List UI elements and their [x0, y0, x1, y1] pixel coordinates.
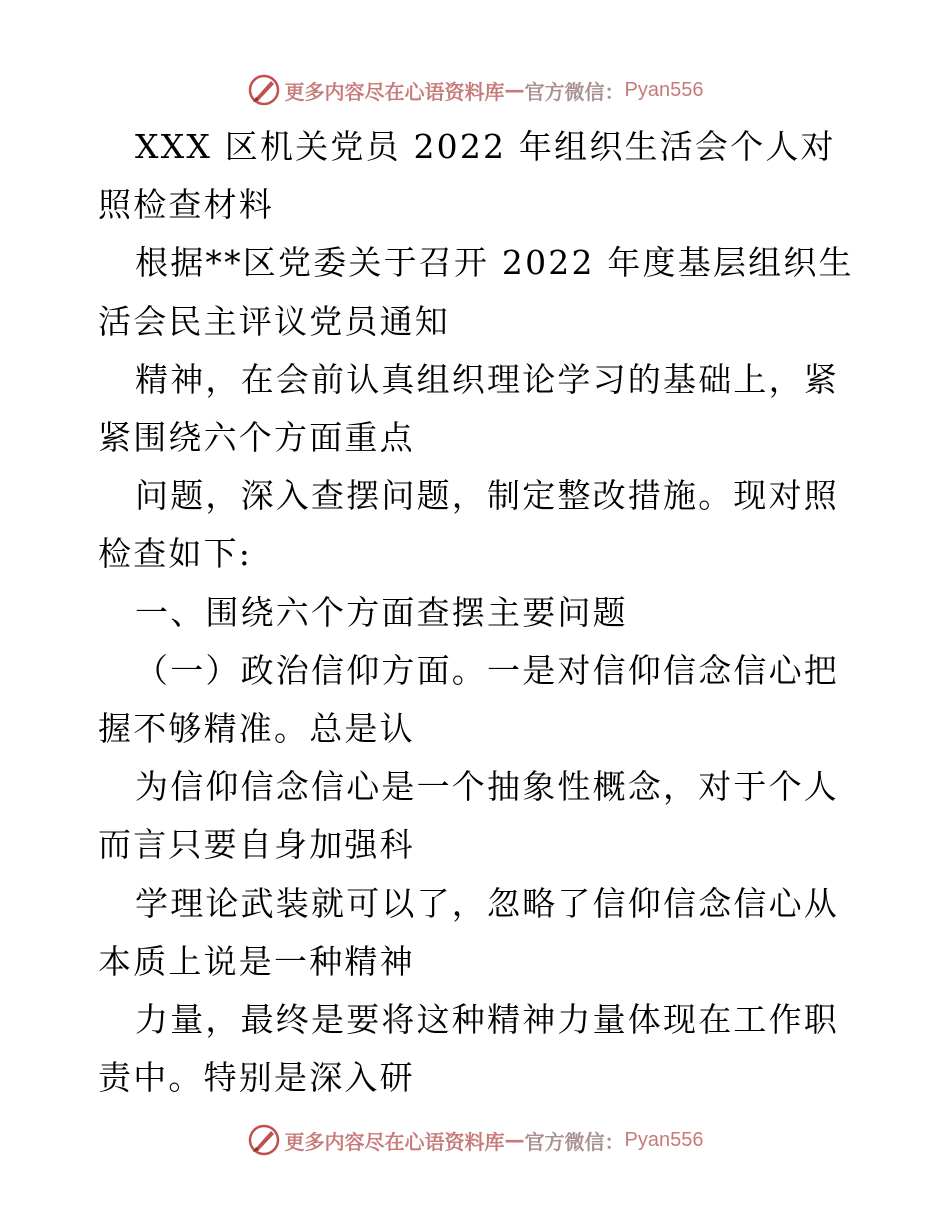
paragraph: 精神，在会前认真组织理论学习的基础上，紧紧围绕六个方面重点 — [98, 359, 839, 458]
document-title: XXX 区机关党员 2022 年组织生活会个人对照检查材料 — [98, 127, 836, 225]
paragraph: 问题，深入查摆问题，制定整改措施。现对照检查如下: — [98, 476, 839, 574]
section-heading: 一、围绕六个方面查摆主要问题 — [135, 592, 628, 632]
quill-pen-logo-icon — [247, 1123, 281, 1157]
paragraph: 力量，最终是要将这种精神力量体现在工作职责中。特别是深入研 — [98, 1000, 839, 1098]
footer-watermark-banner — [0, 1120, 950, 1160]
document-body — [98, 118, 858, 1107]
paragraph: 根据**区党委关于召开 2022 年度基层组织生活会民主评议党员通知 — [98, 243, 854, 341]
banner-text: 更多内容尽在心语资料库 — [284, 79, 505, 104]
banner-dash: — — [504, 1128, 525, 1152]
header-watermark-banner — [0, 70, 950, 110]
banner-wechat-label: 官方微信： — [524, 79, 625, 104]
banner-text: 更多内容尽在心语资料库 — [284, 1129, 505, 1154]
paragraph: （一）政治信仰方面。一是对信仰信念信心把握不够精准。总是认 — [98, 650, 839, 749]
banner-dash: — — [504, 78, 525, 102]
banner-wechat-id: Pyan556 — [624, 78, 704, 101]
banner-wechat-label: 官方微信： — [524, 1129, 625, 1154]
quill-pen-logo-icon — [247, 73, 281, 107]
paragraph: 为信仰信念信心是一个抽象性概念，对于个人而言只要自身加强科 — [98, 767, 839, 865]
banner-wechat-id: Pyan556 — [624, 1128, 704, 1151]
paragraph: 学理论武装就可以了，忽略了信仰信念信心从本质上说是一种精神 — [98, 883, 839, 981]
